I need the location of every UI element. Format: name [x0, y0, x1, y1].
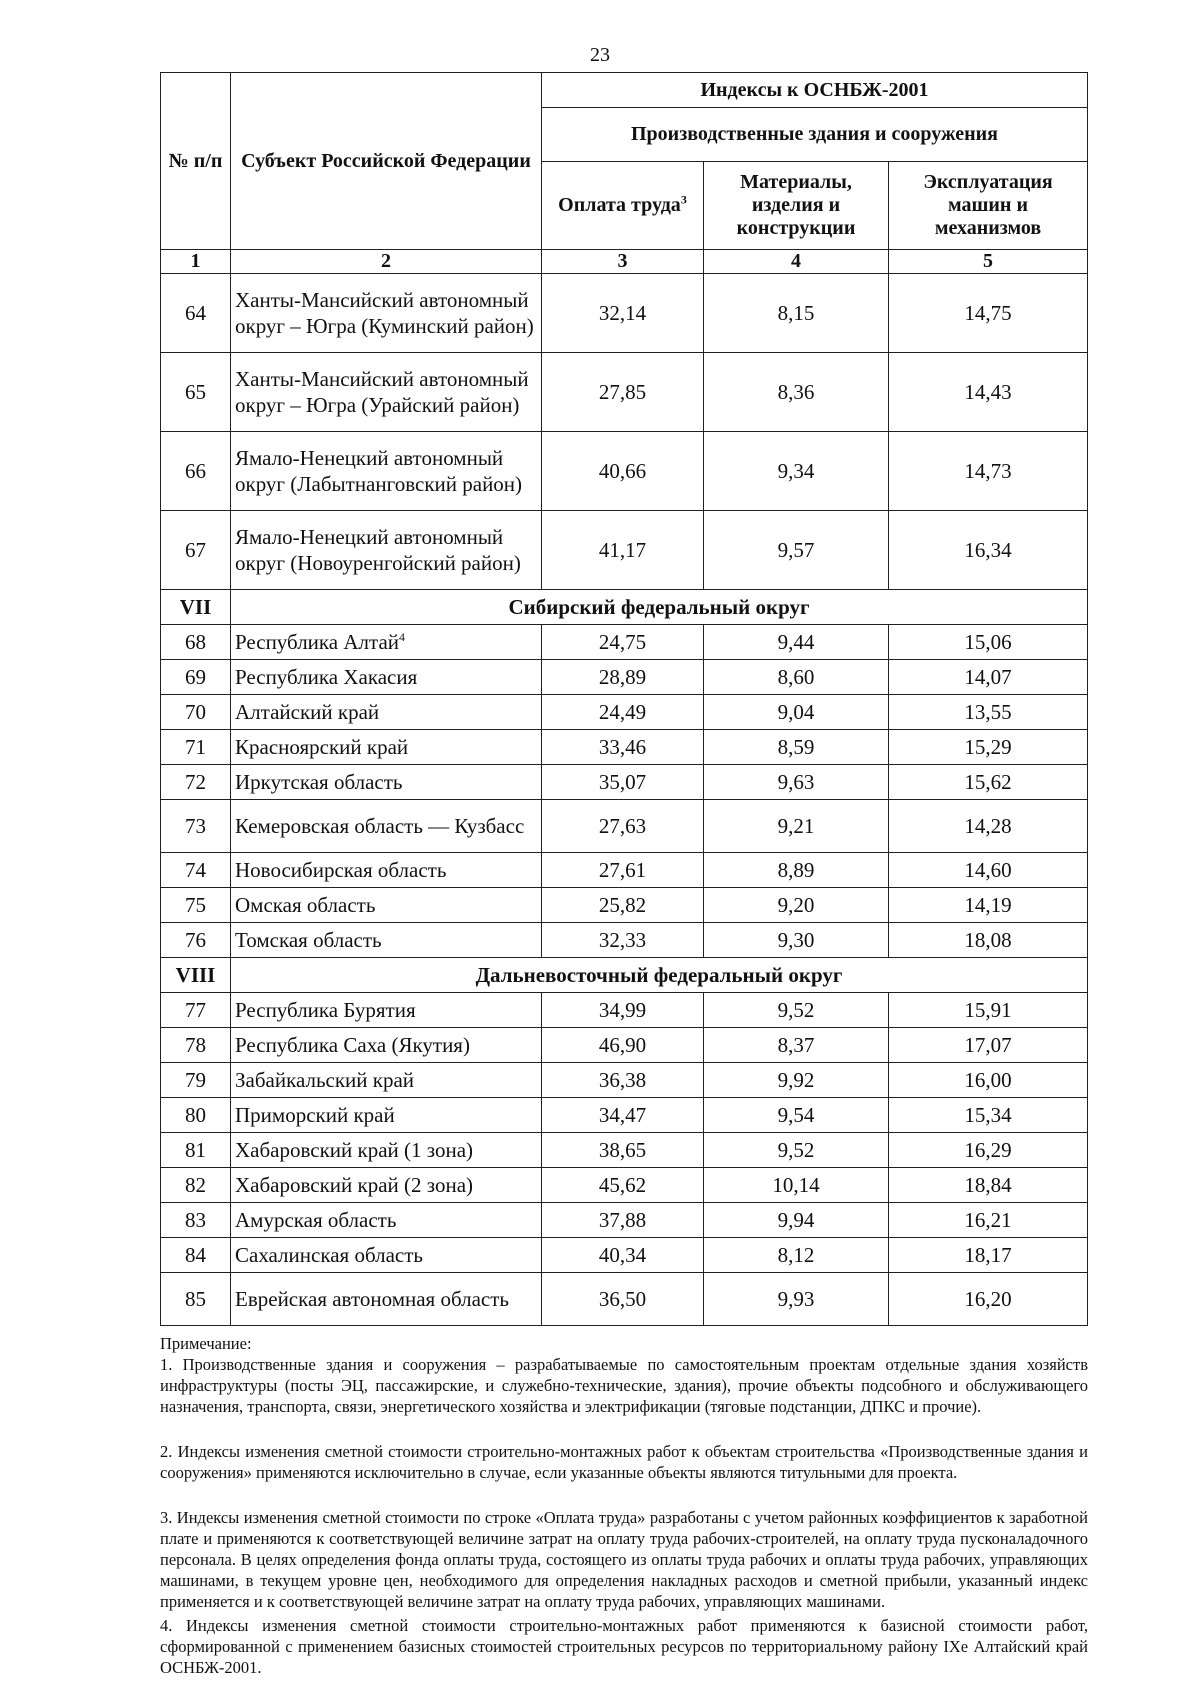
note-2: 2. Индексы изменения сметной стоимости строительно-монтажных работ к объектам строительства «Производственные здания и сооружения» применяются исключительно в случае, если указанные объекты являются титульными для проекта.	[160, 1442, 1088, 1482]
footnote-ref: 4	[399, 630, 406, 644]
materials-index: 8,12	[704, 1238, 889, 1273]
materials-index: 8,36	[704, 353, 889, 432]
subject-name: Ханты-Мансийский автономный округ – Югра (Куминский район)	[231, 274, 542, 353]
machines-index: 16,20	[889, 1273, 1088, 1326]
table-row	[161, 625, 1088, 660]
row-number: 66	[161, 432, 231, 511]
row-number: 69	[161, 660, 231, 695]
header-group-title: Производственные здания и сооружения	[542, 108, 1088, 162]
header-col-labor	[542, 162, 704, 250]
column-number: 2	[231, 250, 542, 274]
labor-index: 25,82	[542, 888, 704, 923]
machines-index: 16,34	[889, 511, 1088, 590]
machines-index: 16,29	[889, 1133, 1088, 1168]
subject-name: Сахалинская область	[231, 1238, 542, 1273]
materials-index: 9,44	[704, 625, 889, 660]
materials-index: 9,04	[704, 695, 889, 730]
materials-index: 9,52	[704, 1133, 889, 1168]
machines-index: 13,55	[889, 695, 1088, 730]
table-row	[161, 1098, 1088, 1133]
materials-index: 8,15	[704, 274, 889, 353]
row-number: 68	[161, 625, 231, 660]
machines-index: 15,62	[889, 765, 1088, 800]
row-number: 71	[161, 730, 231, 765]
materials-index: 9,30	[704, 923, 889, 958]
table-row	[161, 432, 1088, 511]
subject-name: Хабаровский край (1 зона)	[231, 1133, 542, 1168]
machines-index: 15,91	[889, 993, 1088, 1028]
machines-index: 15,06	[889, 625, 1088, 660]
row-number: 74	[161, 853, 231, 888]
subject-name: Кемеровская область — Кузбасс	[231, 800, 542, 853]
section-row-vii	[161, 590, 1088, 625]
materials-index: 8,37	[704, 1028, 889, 1063]
table-row	[161, 1168, 1088, 1203]
table-header	[161, 73, 1088, 274]
table-row	[161, 1273, 1088, 1326]
row-number: 81	[161, 1133, 231, 1168]
column-number-row	[161, 250, 1088, 274]
materials-index: 8,89	[704, 853, 889, 888]
table-body	[161, 274, 1088, 1326]
machines-index: 14,19	[889, 888, 1088, 923]
header-col-materials: Материалы, изделия и конструкции	[704, 162, 889, 250]
section-title: Дальневосточный федеральный округ	[231, 958, 1088, 993]
table-row	[161, 1238, 1088, 1273]
materials-index: 9,34	[704, 432, 889, 511]
table-row	[161, 888, 1088, 923]
header-col-no: № п/п	[161, 73, 231, 250]
subject-name: Амурская область	[231, 1203, 542, 1238]
materials-index: 9,20	[704, 888, 889, 923]
table-row	[161, 695, 1088, 730]
labor-index: 32,33	[542, 923, 704, 958]
section-code: VIII	[161, 958, 231, 993]
materials-index: 8,59	[704, 730, 889, 765]
machines-index: 16,00	[889, 1063, 1088, 1098]
section-row-viii	[161, 958, 1088, 993]
table-row	[161, 1063, 1088, 1098]
labor-index: 36,38	[542, 1063, 704, 1098]
row-number: 85	[161, 1273, 231, 1326]
section-title: Сибирский федеральный округ	[231, 590, 1088, 625]
table-row	[161, 274, 1088, 353]
subject-name: Новосибирская область	[231, 853, 542, 888]
machines-index: 14,75	[889, 274, 1088, 353]
subject-name: Ханты-Мансийский автономный округ – Югра (Урайский район)	[231, 353, 542, 432]
labor-index: 27,63	[542, 800, 704, 853]
table-row	[161, 1028, 1088, 1063]
table-row	[161, 993, 1088, 1028]
column-number: 1	[161, 250, 231, 274]
labor-index: 40,34	[542, 1238, 704, 1273]
machines-index: 15,29	[889, 730, 1088, 765]
labor-index: 28,89	[542, 660, 704, 695]
labor-index: 38,65	[542, 1133, 704, 1168]
header-col-machines: Эксплуатация машин и механизмов	[889, 162, 1088, 250]
subject-name: Еврейская автономная область	[231, 1273, 542, 1326]
column-number: 4	[704, 250, 889, 274]
labor-index: 33,46	[542, 730, 704, 765]
row-number: 83	[161, 1203, 231, 1238]
row-number: 72	[161, 765, 231, 800]
materials-index: 10,14	[704, 1168, 889, 1203]
table-row	[161, 660, 1088, 695]
subject-name: Забайкальский край	[231, 1063, 542, 1098]
labor-index: 46,90	[542, 1028, 704, 1063]
labor-index: 45,62	[542, 1168, 704, 1203]
labor-index: 27,61	[542, 853, 704, 888]
table-row	[161, 800, 1088, 853]
subject-name: Ямало-Ненецкий автономный округ (Лабытнанговский район)	[231, 432, 542, 511]
machines-index: 15,34	[889, 1098, 1088, 1133]
materials-index: 9,54	[704, 1098, 889, 1133]
column-number: 3	[542, 250, 704, 274]
labor-index: 34,99	[542, 993, 704, 1028]
machines-index: 16,21	[889, 1203, 1088, 1238]
row-number: 75	[161, 888, 231, 923]
table-row	[161, 853, 1088, 888]
labor-index: 35,07	[542, 765, 704, 800]
materials-index: 9,92	[704, 1063, 889, 1098]
section-code: VII	[161, 590, 231, 625]
table-row	[161, 1133, 1088, 1168]
header-col-subject: Субъект Российской Федерации	[231, 73, 542, 250]
row-number: 76	[161, 923, 231, 958]
subject-name: Хабаровский край (2 зона)	[231, 1168, 542, 1203]
row-number: 78	[161, 1028, 231, 1063]
row-number: 64	[161, 274, 231, 353]
materials-index: 9,52	[704, 993, 889, 1028]
materials-index: 9,21	[704, 800, 889, 853]
row-number: 70	[161, 695, 231, 730]
row-number: 67	[161, 511, 231, 590]
labor-index: 41,17	[542, 511, 704, 590]
subject-name: Алтайский край	[231, 695, 542, 730]
table-row	[161, 511, 1088, 590]
labor-index: 32,14	[542, 274, 704, 353]
machines-index: 18,17	[889, 1238, 1088, 1273]
subject-name: Омская область	[231, 888, 542, 923]
machines-index: 14,28	[889, 800, 1088, 853]
notes-title: Примечание:	[160, 1334, 252, 1353]
materials-index: 9,63	[704, 765, 889, 800]
note-1: 1. Производственные здания и сооружения – разрабатываемые по самостоятельным проектам отдельные здания хозяйств инфраструктуры (посты ЭЦ, пассажирские, и служебно-технические, здания), прочие объекты подсобного и обслуживающего назначения, транспорта, связи, энергетического хозяйства и электрификации (тяговые подстанции, ДПКС и прочие).	[160, 1355, 1088, 1416]
table-row	[161, 1203, 1088, 1238]
row-number: 84	[161, 1238, 231, 1273]
column-number: 5	[889, 250, 1088, 274]
table-row	[161, 923, 1088, 958]
materials-index: 9,93	[704, 1273, 889, 1326]
row-number: 82	[161, 1168, 231, 1203]
materials-index: 9,94	[704, 1203, 889, 1238]
machines-index: 18,08	[889, 923, 1088, 958]
subject-name-text: Республика Алтай	[235, 630, 400, 654]
row-number: 80	[161, 1098, 231, 1133]
subject-name: Республика Хакасия	[231, 660, 542, 695]
page-number: 23	[590, 44, 610, 66]
machines-index: 14,43	[889, 353, 1088, 432]
header-col-labor-text: Оплата труда	[558, 194, 681, 216]
row-number: 77	[161, 993, 231, 1028]
machines-index: 14,07	[889, 660, 1088, 695]
machines-index: 14,60	[889, 853, 1088, 888]
table-row	[161, 353, 1088, 432]
footnote-ref: 3	[680, 192, 687, 207]
labor-index: 24,49	[542, 695, 704, 730]
subject-name: Томская область	[231, 923, 542, 958]
labor-index: 27,85	[542, 353, 704, 432]
subject-name: Республика Саха (Якутия)	[231, 1028, 542, 1063]
machines-index: 14,73	[889, 432, 1088, 511]
labor-index: 37,88	[542, 1203, 704, 1238]
materials-index: 9,57	[704, 511, 889, 590]
subject-name: Республика Бурятия	[231, 993, 542, 1028]
table-row	[161, 730, 1088, 765]
subject-name: Приморский край	[231, 1098, 542, 1133]
table-row	[161, 765, 1088, 800]
subject-name: Ямало-Ненецкий автономный округ (Новоуренгойский район)	[231, 511, 542, 590]
row-number: 65	[161, 353, 231, 432]
header-indices-title: Индексы к ОСНБЖ-2001	[542, 73, 1088, 108]
materials-index: 8,60	[704, 660, 889, 695]
note-3: 3. Индексы изменения сметной стоимости по строке «Оплата труда» разработаны с учетом районных коэффициентов к заработной плате и применяются к соответствующей величине затрат на оплату труда рабочих-строителей, на оплату труда пусконаладочного персонала. В целях определения фонда оплаты труда, состоящего из оплаты труда рабочих и оплаты труда рабочих, управляющих машинами, в текущем уровне цен, необходимого для определения накладных расходов и сметной прибыли, указанный индекс применяется и к соответствующей величине затрат на оплату труда рабочих, управляющих машинами.	[160, 1508, 1088, 1611]
labor-index: 40,66	[542, 432, 704, 511]
row-number: 79	[161, 1063, 231, 1098]
subject-name: Иркутская область	[231, 765, 542, 800]
row-number: 73	[161, 800, 231, 853]
subject-name: Красноярский край	[231, 730, 542, 765]
machines-index: 17,07	[889, 1028, 1088, 1063]
labor-index: 36,50	[542, 1273, 704, 1326]
indices-table	[160, 72, 1088, 1326]
machines-index: 18,84	[889, 1168, 1088, 1203]
note-4: 4. Индексы изменения сметной стоимости строительно-монтажных работ применяются к базисной стоимости работ, сформированной с применением базисных стоимостей строительных ресурсов по территориальному району IXе Алтайский край ОСНБЖ-2001.	[160, 1616, 1088, 1677]
labor-index: 34,47	[542, 1098, 704, 1133]
labor-index: 24,75	[542, 625, 704, 660]
subject-name	[231, 625, 542, 660]
